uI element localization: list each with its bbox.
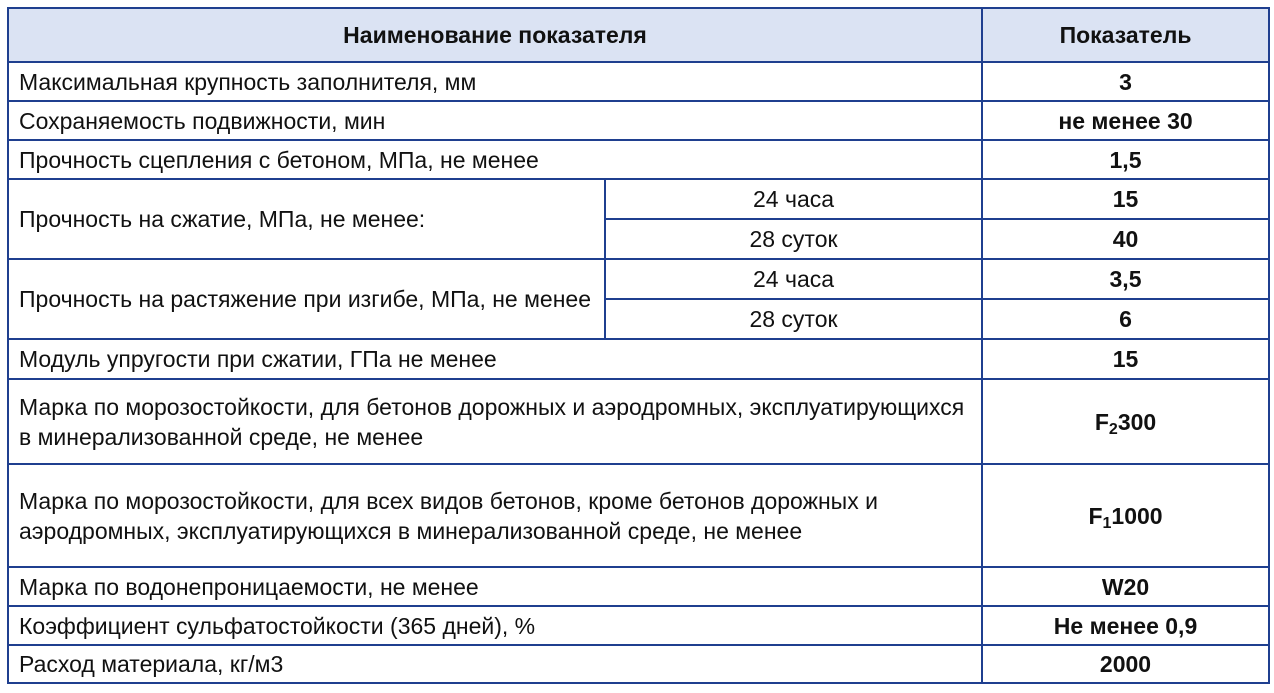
row-value bbox=[982, 379, 1269, 464]
row-label: Прочность на растяжение при изгибе, МПа, не менее bbox=[8, 259, 605, 339]
row-value: 15 bbox=[982, 339, 1269, 379]
table-row bbox=[8, 259, 1269, 299]
row-label: Сохраняемость подвижности, мин bbox=[8, 101, 982, 140]
table-row bbox=[8, 62, 1269, 101]
row-value: 2000 bbox=[982, 645, 1269, 683]
grade-subscript: 1 bbox=[1102, 514, 1112, 532]
row-value: 40 bbox=[982, 219, 1269, 259]
grade-subscript: 2 bbox=[1108, 420, 1118, 438]
row-label: Модуль упругости при сжатии, ГПа не менее bbox=[8, 339, 982, 379]
row-label: Марка по морозостойкости, для бетонов дорожных и аэродромных, эксплуатирующихся в минерализованной среде, не менее bbox=[8, 379, 982, 464]
row-label: Расход материала, кг/м3 bbox=[8, 645, 982, 683]
table-row bbox=[8, 339, 1269, 379]
table-row bbox=[8, 645, 1269, 683]
row-label: Прочность сцепления с бетоном, МПа, не менее bbox=[8, 140, 982, 179]
row-value: Не менее 0,9 bbox=[982, 606, 1269, 645]
table-row bbox=[8, 567, 1269, 606]
period-cell: 28 суток bbox=[605, 219, 982, 259]
row-value: 3 bbox=[982, 62, 1269, 101]
table-row bbox=[8, 379, 1269, 464]
grade-number: 1000 bbox=[1111, 502, 1163, 529]
grade-number: 300 bbox=[1117, 408, 1157, 435]
table-row bbox=[8, 140, 1269, 179]
row-value: 3,5 bbox=[982, 259, 1269, 299]
specification-table bbox=[7, 7, 1270, 684]
grade-letter: F bbox=[1094, 408, 1109, 435]
period-cell: 24 часа bbox=[605, 179, 982, 219]
row-value: не менее 30 bbox=[982, 101, 1269, 140]
period-cell: 24 часа bbox=[605, 259, 982, 299]
row-label: Марка по морозостойкости, для всех видов бетонов, кроме бетонов дорожных и аэродромных, эксплуатирующихся в минерализованной среде, не менее bbox=[8, 464, 982, 567]
period-cell: 28 суток bbox=[605, 299, 982, 339]
table-row bbox=[8, 179, 1269, 219]
table-row bbox=[8, 464, 1269, 567]
row-label: Прочность на сжатие, МПа, не менее: bbox=[8, 179, 605, 259]
row-value: 1,5 bbox=[982, 140, 1269, 179]
grade-letter: F bbox=[1088, 502, 1103, 529]
table-row bbox=[8, 101, 1269, 140]
table-header-row bbox=[8, 8, 1269, 62]
row-label: Марка по водонепроницаемости, не менее bbox=[8, 567, 982, 606]
row-label: Максимальная крупность заполнителя, мм bbox=[8, 62, 982, 101]
row-value: W20 bbox=[982, 567, 1269, 606]
row-value bbox=[982, 464, 1269, 567]
header-name-cell: Наименование показателя bbox=[8, 8, 982, 62]
row-label: Коэффициент сульфатостойкости (365 дней), % bbox=[8, 606, 982, 645]
row-value: 6 bbox=[982, 299, 1269, 339]
header-value-cell: Показатель bbox=[982, 8, 1269, 62]
table-row bbox=[8, 606, 1269, 645]
row-value: 15 bbox=[982, 179, 1269, 219]
spec-table-container bbox=[7, 7, 1270, 684]
